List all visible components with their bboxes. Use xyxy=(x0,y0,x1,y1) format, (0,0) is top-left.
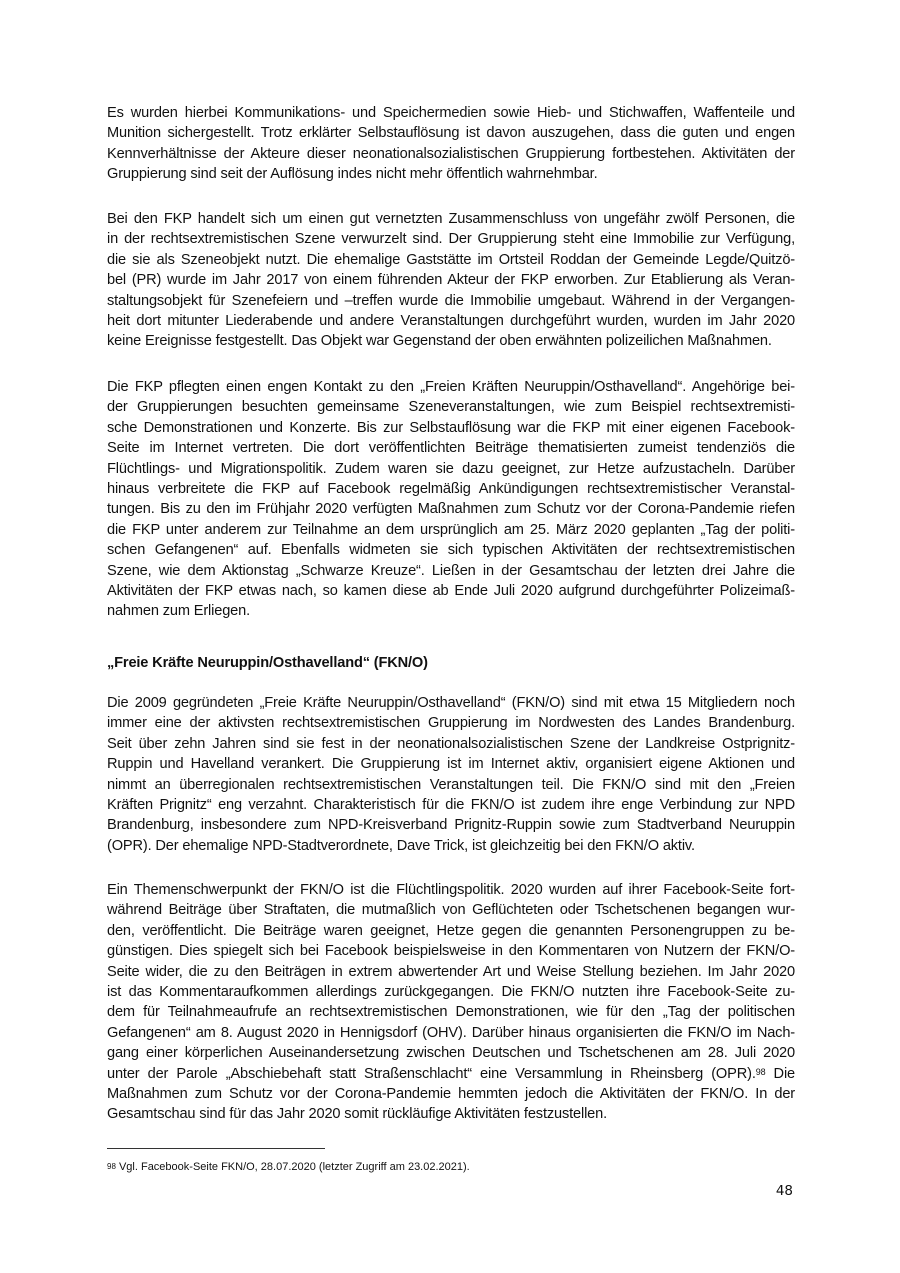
text-line: immer eine der aktivsten rechtsextremistischen Gruppierung im Nordwesten des Landes Brandenburg. xyxy=(107,715,795,732)
text-line: Kräften Prignitz“ eng verzahnt. Charakteristisch für die FKN/O ist zudem ihre enge Verbindung zur NPD xyxy=(107,797,795,814)
text-line: sche Demonstrationen und Konzerte. Bis zur Selbstauflösung war die FKP mit einer eigenen Facebook- xyxy=(107,419,795,436)
text-line: nimmt an überregionalen rechtsextremistischen Veranstaltungen teil. Die FKN/O sind mit den „Freien xyxy=(107,776,795,793)
text-line: Gefangenen“ am 8. August 2020 in Hennigsdorf (OHV). Darüber hinaus organisierten die FKN/O im Nach- xyxy=(107,1024,795,1041)
text-line: Die 2009 gegründeten „Freie Kräfte Neuruppin/Osthavelland“ (FKN/O) sind mit etwa 15 Mitgliedern noch xyxy=(107,695,795,711)
text-line: Es wurden hierbei Kommunikations- und Speichermedien sowie Hieb- und Stichwaffen, Waffenteile und xyxy=(107,105,795,121)
footnote-number: 98 xyxy=(107,1162,116,1171)
text-line: die sie als Szeneobjekt nutzt. Die ehemalige Gaststätte im Ortsteil Roddan der Gemeinde Legde/Quitzö- xyxy=(107,251,795,268)
text-line: hinaus verbreitete die FKP auf Facebook regelmäßig Ankündigungen rechtsextremistischer Veranstal- xyxy=(107,481,795,498)
text-line: Ruppin und Havelland verankert. Die Gruppierung ist im Internet aktiv, organisiert eigene Aktionen und xyxy=(107,756,795,773)
text-line: während Beiträge über Straftaten, die mutmaßlich von Geflüchteten oder Tschetschenen begangen wur- xyxy=(107,902,795,919)
text-line: Brandenburg, insbesondere zum NPD-Kreisverband Prignitz-Ruppin sowie zum Stadtverband Neuruppin xyxy=(107,817,795,834)
footnote-reference[interactable]: 98 xyxy=(755,1066,766,1077)
text-line: staltungsobjekt für Szenefeiern und –treffen wurde die Immobilie umgebaut. Während in der Vergangen- xyxy=(107,292,795,309)
text-line: Die FKP pflegten einen engen Kontakt zu den „Freien Kräften Neuruppin/Osthavelland“. Angehörige bei- xyxy=(107,379,795,395)
text-line: gang einer körperlichen Auseinandersetzung zwischen Deutschen und Tschetschenen am 28. Juli 2020 xyxy=(107,1045,795,1062)
text-line-with-footnote-ref xyxy=(107,1064,795,1084)
text-line: dem für Teilnahmeaufrufe an rechtsextremistischen Demonstrationen, wie für den „Tag der politischen xyxy=(107,1004,795,1021)
text-line: in der rechtsextremistischen Szene verwurzelt sind. Der Gruppierung steht eine Immobilie zur Verfügung, xyxy=(107,231,795,248)
text-line: Kennverhältnisse der Akteure dieser neonationalsozialistischen Gruppierung fortbestehen. Aktivitäten der xyxy=(107,145,795,162)
paragraph-1 xyxy=(107,103,795,185)
paragraph-5 xyxy=(107,880,795,1125)
text-line: Szene, wie dem Aktionstag „Schwarze Kreuze“. Ließen in der Gesamtschau der letzten drei Jahre die xyxy=(107,562,795,579)
text-line: Flüchtlings- und Migrationspolitik. Zudem waren sie dazu geeignet, zur Hetze aufzustacheln. Darüber xyxy=(107,460,795,477)
text-line: Maßnahmen zum Schutz vor der Corona-Pandemie hemmten jedoch die Aktivitäten der FKN/O. In der xyxy=(107,1086,795,1103)
text-line: bel (PR) wurde im Jahr 2017 von einem führenden Akteur der FKP erworben. Zur Etablierung als Veran- xyxy=(107,272,795,289)
text-line: Bei den FKP handelt sich um einen gut vernetzten Zusammenschluss von ungefähr zwölf Personen, die xyxy=(107,211,795,227)
text-line: die FKP unter anderem zur Teilnahme an dem ursprünglich am 25. März 2020 geplanten „Tag der politi- xyxy=(107,521,795,538)
text-line: (OPR). Der ehemalige NPD-Stadtverordnete, Dave Trick, ist gleichzeitig bei den FKN/O aktiv. xyxy=(107,837,695,854)
text-line: Gesamtschau sind für das Jahr 2020 somit rückläufige Aktivitäten festzustellen. xyxy=(107,1106,608,1123)
paragraph-2 xyxy=(107,209,795,352)
text-line: Aktivitäten der FKP etwas nach, so kamen diese ab Ende Juli 2020 aufgrund durchgeführter Polizeimaß- xyxy=(107,583,795,600)
footnote-separator xyxy=(107,1148,325,1149)
text-line: Seite im Internet vertreten. Die dort veröffentlichten Beiträge thematisierten zumeist tendenziös die xyxy=(107,440,795,457)
text-line: heit dort mitunter Liederabende und andere Veranstaltungen durchgeführt wurden, wurden im Jahr 2020 xyxy=(107,313,795,330)
text-line: Ein Themenschwerpunkt der FKN/O ist die Flüchtlingspolitik. 2020 wurden auf ihrer Facebook-Seite fort- xyxy=(107,882,795,898)
text-line: ist das Kommentaraufkommen allerdings zurückgegangen. Die FKN/O nutzten ihre Facebook-Seite zu- xyxy=(107,984,795,1001)
text-line: Munition sichergestellt. Trotz erklärter Selbstauflösung ist davon auszugehen, dass die guten und engen xyxy=(107,125,795,142)
text-line: Gruppierung sind seit der Auflösung indes nicht mehr öffentlich wahrnehmbar. xyxy=(107,166,598,183)
text-line: tungen. Bis zu den im Frühjahr 2020 verfügten Maßnahmen zum Schutz vor der Corona-Pandemie riefen xyxy=(107,501,795,518)
text-segment: Die xyxy=(765,1065,796,1082)
text-line: günstigen. Dies spiegelt sich bei Facebook beispielsweise in den Kommentaren von Nutzern der FKN/O- xyxy=(107,943,795,960)
text-line: der Gruppierungen besuchten gemeinsame Szeneveranstaltungen, wie zum Beispiel rechtsextremisti- xyxy=(107,399,795,416)
section-heading: „Freie Kräfte Neuruppin/Osthavelland“ (FKN/O) xyxy=(107,655,428,671)
text-line: keine Ereignisse festgestellt. Das Objekt war Gegenstand der oben erwähnten polizeilichen Maßnahmen. xyxy=(107,333,772,350)
text-line: nahmen zum Erliegen. xyxy=(107,603,251,620)
text-segment: unter der Parole „Abschiebehaft statt Straßenschlacht“ eine Versammlung in Rheinsberg (OPR). xyxy=(107,1065,756,1082)
paragraph-4 xyxy=(107,693,795,856)
text-line: schen Gefangenen“ auf. Ebenfalls widmeten sie sich typischen Aktivitäten der rechtsextremistischen xyxy=(107,542,795,559)
footnote-text: Vgl. Facebook-Seite FKN/O, 28.07.2020 (letzter Zugriff am 23.02.2021). xyxy=(115,1161,470,1173)
text-line: Seite wider, die zu den Beiträgen in extrem abwertender Art und Weise Stellung beziehen. Im Jahr 2020 xyxy=(107,963,795,980)
text-line: Seit über zehn Jahren sind sie fest in der neonationalsozialistischen Szene der Landkreise Ostprignitz- xyxy=(107,735,795,752)
page-number: 48 xyxy=(775,1183,793,1199)
footnote xyxy=(107,1160,470,1175)
paragraph-3 xyxy=(107,377,795,622)
text-line: den, veröffentlicht. Die Beiträge waren geeignet, Hetze gegen die genannten Personengruppen zu be- xyxy=(107,922,795,939)
